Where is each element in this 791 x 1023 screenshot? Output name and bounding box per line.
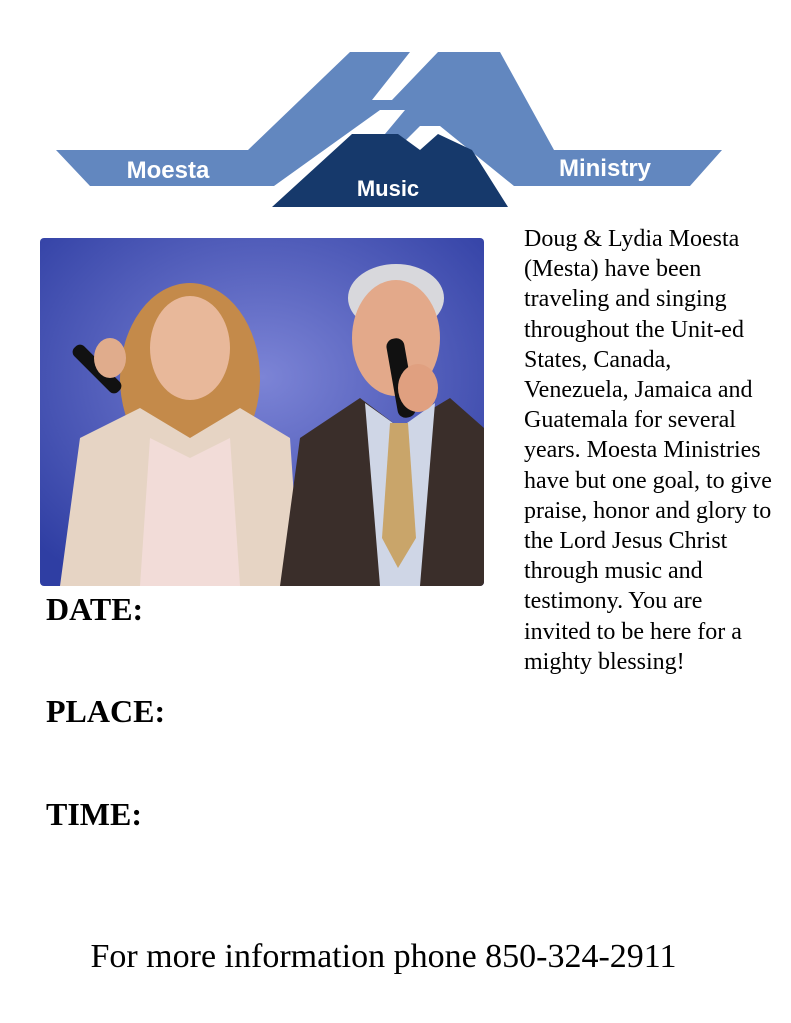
man-hand: [398, 364, 438, 412]
contact-phone-line: For more information phone 850-324-2911: [90, 938, 677, 975]
time-label: TIME:: [46, 796, 142, 832]
logo-word-ministry: Ministry: [558, 155, 652, 182]
place-label: PLACE:: [46, 693, 166, 729]
woman-face: [150, 296, 230, 400]
woman-blouse: [140, 438, 240, 586]
ministry-description: Doug & Lydia Moesta (Mesta) have been traveling and singing throughout the Unit-ed States, Canada, Venezuela, Jamaica and Guatemala for several years. Moesta Ministries have but one goal, to give praise, honor and glory to the Lord Jesus Christ through music and testimony. You are invited to be here for a mighty blessing!: [524, 226, 772, 675]
logo-word-music: Music: [356, 176, 420, 201]
moesta-music-ministry-logo: [0, 0, 791, 230]
singers-photo: [40, 238, 484, 586]
date-label: DATE:: [46, 591, 144, 627]
logo-word-moesta: Moesta: [126, 157, 210, 184]
woman-hand: [94, 338, 126, 378]
